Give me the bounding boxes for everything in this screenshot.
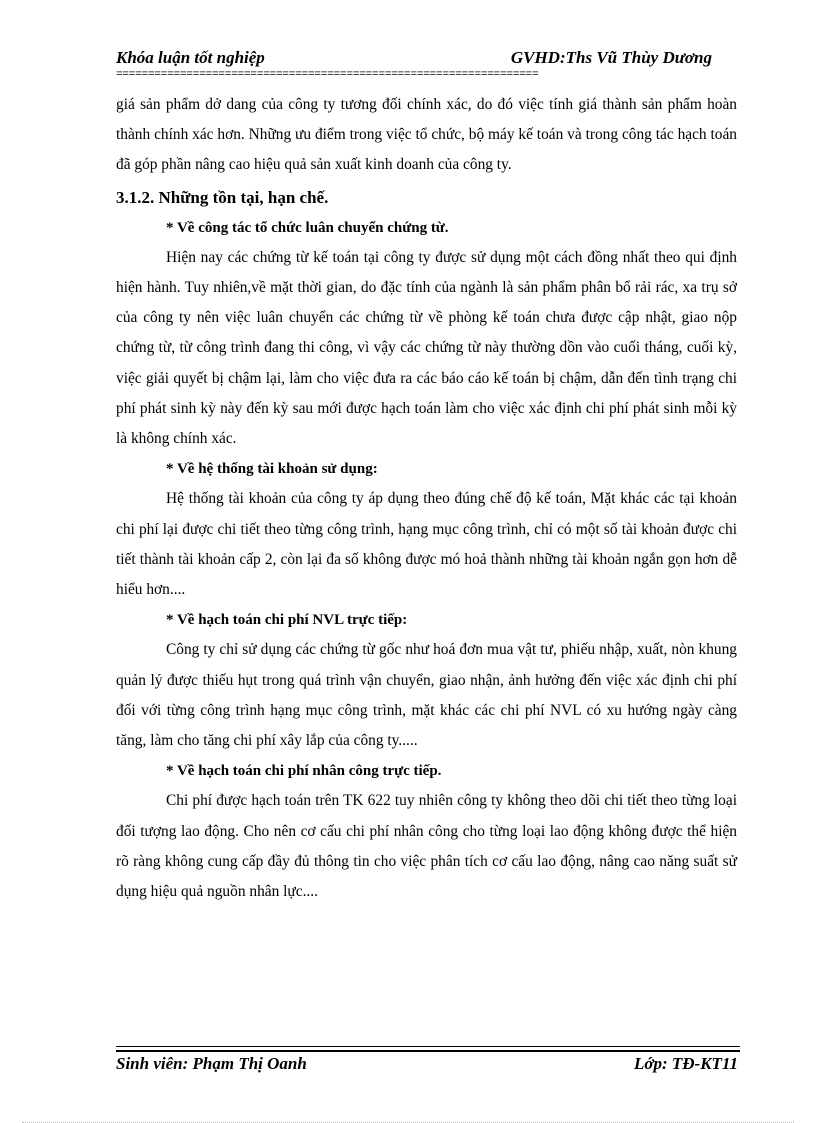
paragraph-intro: giá sản phẩm dở dang của công ty tương đối chính xác, do đó việc tính giá thành sản phẩm hoàn thành chính xác hơn. Những ưu điểm trong việc tổ chức, bộ máy kế toán và trong công tác hạch toán đã góp phần nâng cao hiệu quả sản xuất kinh doanh của công ty. — [116, 96, 737, 174]
subsection-title-materials: * Về hạch toán chi phí NVL trực tiếp: — [166, 612, 408, 629]
header-supervisor: GVHD:Ths Vũ Thùy Dương — [510, 48, 712, 67]
page-footer — [116, 1054, 740, 1078]
footer-class: Lớp: TĐ-KT11 — [633, 1054, 738, 1073]
section-heading: 3.1.2. Những tồn tại, hạn chế. — [116, 187, 329, 207]
paragraph-documents: Hiện nay các chứng từ kế toán tại công ty được sử dụng một cách đồng nhất theo qui định hiện hành. Tuy nhiên,về mặt thời gian, do đặc tính của ngành là sản phẩm phân bổ rải rác, xa trụ sở của công ty nên việc luân chuyển các chứng từ về phòng kế toán chưa được cập nhật, giao nộp chứng từ, từ công trình đang thi công, vì vậy các chứng từ này thường dồn vào cuối tháng, cuối kỳ, việc giải quyết bị chậm lại, làm cho việc đưa ra các báo cáo kế toán bị chậm, dẫn đến tình trạng chi phí phát sinh kỳ này đến kỳ sau mới được hạch toán làm cho việc xác định chi phí phát sinh mỗi kỳ là không chính xác. — [116, 248, 737, 448]
header-thesis-title: Khóa luận tốt nghiệp — [116, 48, 265, 67]
paragraph-materials: Công ty chỉ sử dụng các chứng từ gốc như hoá đơn mua vật tư, phiếu nhập, xuất, nòn khung quản lý được thiếu hụt trong quá trình vận chuyển, giao nhận, ảnh hưởng đến việc xác định chi phí đối với từng công trình hạng mục công trình, mặt khác các chi phí NVL có xu hướng ngày càng tăng, làm cho tăng chi phí xây lắp của công ty..... — [116, 641, 737, 750]
footer-rule-thin — [116, 1046, 740, 1047]
footer-student: Sinh viên: Phạm Thị Oanh — [116, 1054, 307, 1073]
subsection-title-accounts: * Về hệ thống tài khoản sử dụng: — [166, 461, 378, 478]
subsection-title-labor: * Về hạch toán chi phí nhân công trực tiếp. — [166, 763, 442, 780]
header-rule: ================================================================== — [116, 69, 539, 81]
paragraph-accounts: Hệ thống tài khoản của công ty áp dụng theo đúng chế độ kế toán, Mặt khác các tại khoản chi phí lại được chi tiết theo từng công trình, hạng mục công trình, chỉ có một số tài khoản được chi tiết thành tài khoản cấp 2, còn lại đa số không được mó hoả thành những tài khoản ngắn gọn hơn dễ hiểu hơn.... — [116, 490, 737, 599]
document-body — [116, 90, 737, 907]
subsection-title-documents: * Về công tác tổ chức luân chuyển chứng từ. — [166, 219, 449, 236]
footer-rule-thick — [116, 1050, 740, 1052]
paragraph-labor: Chi phí được hạch toán trên TK 622 tuy nhiên công ty không theo dõi chi tiết theo từng loại đối tượng lao động. Cho nên cơ cấu chi phí nhân công cho từng loại lao động không được thể hiện rõ ràng không cung cấp đầy đủ thông tin cho việc phân tích cơ cấu lao động, nâng cao năng suất sử dụng hiệu quả nguồn nhân lực.... — [116, 792, 737, 901]
